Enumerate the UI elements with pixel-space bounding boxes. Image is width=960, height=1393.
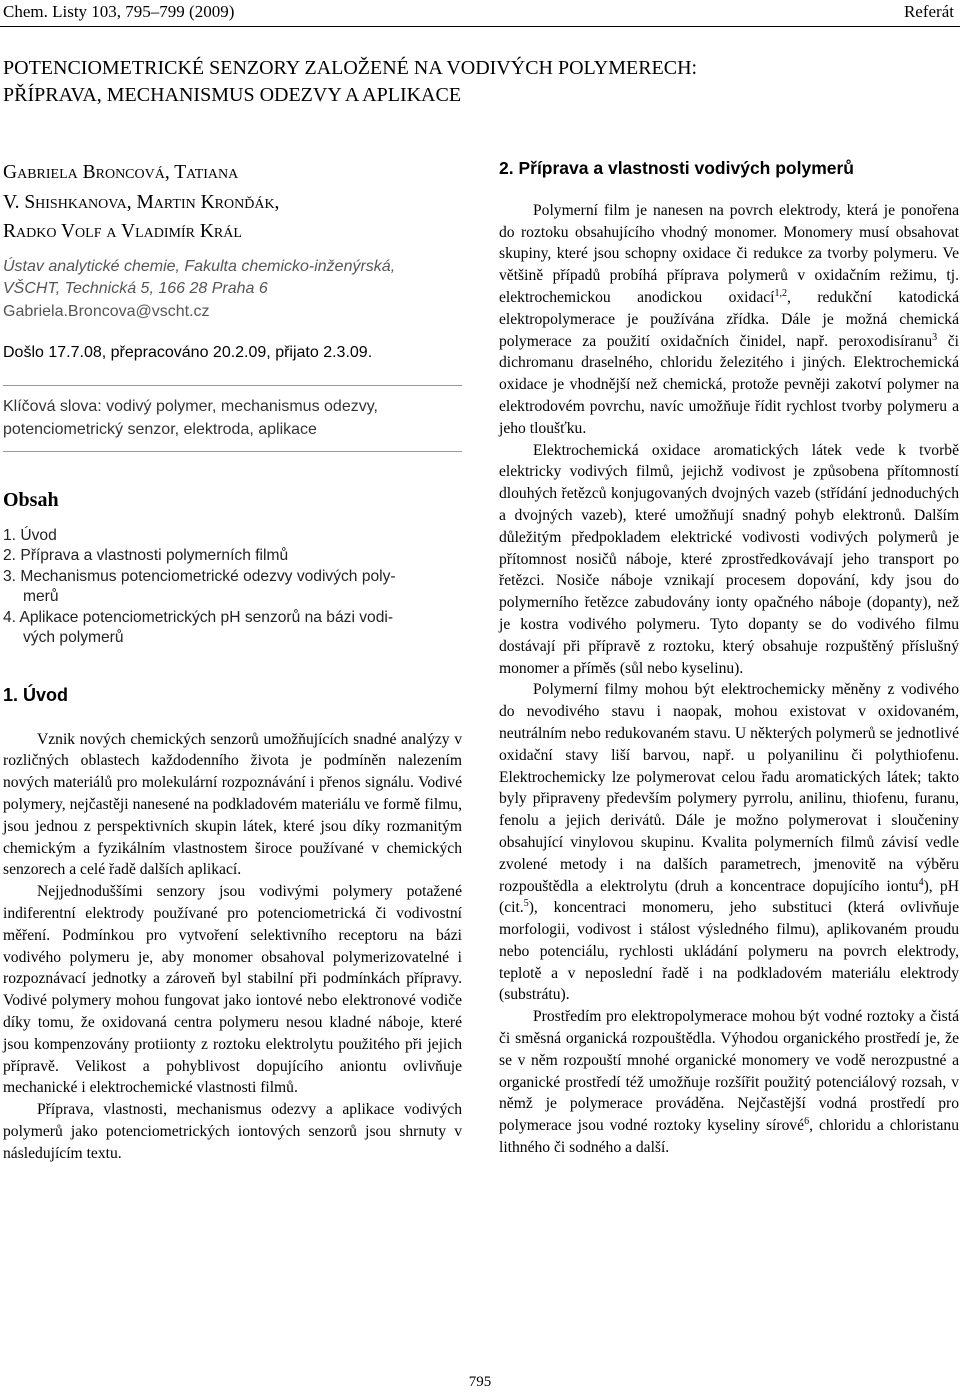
affiliation xyxy=(3,256,462,324)
toc-item: 1. Úvod xyxy=(3,526,57,544)
citation-superscript: 5 xyxy=(523,898,529,910)
toc-item: 4. Aplikace potenciometrických pH senzorů na bázi vodi- xyxy=(3,608,394,626)
paragraph-text: , chloridu a chloristanu lithného či sodného a další. xyxy=(499,1117,959,1157)
running-header xyxy=(3,0,954,26)
keywords-line-1: Klíčová slova: vodivý polymer, mechanismus odezvy, xyxy=(3,398,378,415)
paragraph-text: Polymerní film je nanesen na povrch elektrody, která je ponořena do roztoku obsahujícího vhodný monomer. Monomery musí obsahovat skupiny, které jsou schopny oxidace či redukce za tvorby polymeru. Ve většině případů probíhá příprava polymerů v oxidačním režimu, tj. elektrochemickou anodickou oxidací xyxy=(499,201,959,306)
authors-line-3: Radko Volf a Vladimír Král xyxy=(3,221,242,242)
section-2-paragraph: Elektrochemická oxidace aromatických látek vede k tvorbě elektricky vodivých filmů, jejichž vodivost je způsobena přítomností dlouhých řetězců konjugovaných dvojných vazeb (střídání jednoduchých a dvojných vazeb), které umožňují snadný pohyb elektronů. Dalším důležitým předpokladem elektrické vodivosti vodivých polymerů je přítomnost nosičů náboje, které zprostředkovávají jeho transport po řetězci. Nosiče náboje vznikají procesem dopování, kdy jsou do polymerního řetězce zabudovány ionty opačného náboje (dopanty), než je kostra vodivého polymeru. Tyto dopanty se do vodivého filmu dostávají při přípravě z roztoku, který obsahuje rozpuštěný příslušný monomer a příměs (sůl nebo kyselinu). xyxy=(499,441,959,677)
toc-item: 2. Příprava a vlastnosti polymerních filmů xyxy=(3,547,289,565)
toc-item-continuation: vých polymerů xyxy=(23,629,124,647)
citation-superscript: 1,2 xyxy=(774,287,787,299)
paragraph-text: či dichromanu draselného, chloridu železitého i jiných. Elektrochemická oxidace je vhodnější než chemická, protože pevněji zakotví polymer na elektrodovém povrchu, navíc umožňuje řídit rychlost tvorby polymeru a jeho tloušťku. xyxy=(499,332,959,437)
article-type: Referát xyxy=(903,2,954,21)
section-2-heading: 2. Příprava a vlastnosti vodivých polymerů xyxy=(499,158,854,178)
citation-superscript: 6 xyxy=(804,1116,810,1128)
paragraph-text: ), pH (cit. xyxy=(499,877,959,917)
paragraph-text: ), koncentraci monomeru, jeho substituci (která ovlivňuje morfologii, vodivost i stálost výsledného filmu), aplikovaném proudu nebo potenciálu, rychlosti ukládání polymeru na povrch elektrody, teplotě a v neposlední řadě i na podkladovém materiálu elektrody (substrátu). xyxy=(499,899,959,1004)
paragraph-text: Prostředím pro elektropolymerace mohou být vodné roztoky a čistá či směsná organická rozpouštědla. Výhodou organického prostředí je, že se v něm rozpouští mnohé organické monomery ve vodě nerozpustné a organické prostředí též umožňuje rozšířit použitý potenciálový rozsah, v němž je polymerace prováděna. Nejčastější vodná prostředí pro polymerace jsou vodné roztoky kyseliny sírové xyxy=(499,1008,959,1135)
affiliation-line-2: VŠCHT, Technická 5, 166 28 Praha 6 xyxy=(3,280,268,297)
article-title xyxy=(3,55,950,109)
paragraph-text: , redukční katodická elektropolymerace je používána zřídka. Dále je možná chemická polymerace za použití oxidačních činidel, např. peroxodisíranu xyxy=(499,288,959,350)
submission-dates: Došlo 17.7.08, přepracováno 20.2.09, přijato 2.3.09. xyxy=(3,344,373,361)
section-1-paragraph: Vznik nových chemických senzorů umožňujících snadné analýzy v rozličných oblastech každodenního života je podmíněn nalezením nových materiálů pro molekulární rozpoznávání i přenos signálu. Vodivé polymery, nejčastěji nanesené na podkladovém materiálu ve formě filmu, jsou jednou z perspektivních skupin látek, které jsou díky rozmanitým chemickým a fyzikálním vlastnostem široce používané v chemických senzorech a celé řadě dalších aplikací. xyxy=(3,730,462,879)
contents-heading: Obsah xyxy=(3,489,59,511)
header-rule xyxy=(0,26,960,27)
authors-line-1: Gabriela Broncová, Tatiana xyxy=(3,162,239,183)
table-of-contents xyxy=(3,526,462,649)
left-column xyxy=(3,158,462,1165)
author-list xyxy=(3,158,462,247)
keywords-bottom-rule xyxy=(3,451,462,452)
keywords xyxy=(3,396,462,441)
author-email: Gabriela.Broncova@vscht.cz xyxy=(3,302,210,320)
citation-superscript: 4 xyxy=(918,876,924,888)
section-1-paragraph: Nejjednoduššími senzory jsou vodivými polymery potažené indiferentní elektrody používané pro potenciometrická či vodivostní měření. Podmínkou pro vytvoření selektivního receptoru na bázi vodivého polymeru je, aby monomer obsahoval polymerizovatelné i rozpoznávací jednotky a zároveň byl stabilní při podmínkách přípravy. Vodivé polymery mohou fungovat jako iontové nebo elektronové vodiče díky tomu, že oxidovaná centra polymeru nesou kladné náboje, které jsou kompenzovány protiionty z roztoku elektrolytu použitého při jejich přípravě. Velikost a pohyblivost dopujícího aniontu ovlivňuje mechanické i elektrochemické vlastnosti filmů. xyxy=(3,883,462,1097)
authors-line-2: V. Shishkanova, Martin Kronďák, xyxy=(3,191,280,213)
affiliation-line-1: Ústav analytické chemie, Fakulta chemicko-inženýrská, xyxy=(3,257,396,275)
citation-superscript: 3 xyxy=(932,331,938,343)
toc-item-continuation: merů xyxy=(23,588,59,606)
journal-citation: Chem. Listy 103, 795–799 (2009) xyxy=(3,2,235,21)
title-line-1: POTENCIOMETRICKÉ SENZORY ZALOŽENÉ NA VODIVÝCH POLYMERECH: xyxy=(3,57,698,79)
title-line-2: PŘÍPRAVA, MECHANISMUS ODEZVY A APLIKACE xyxy=(3,84,462,106)
section-1-heading: 1. Úvod xyxy=(3,684,69,705)
section-2-paragraph xyxy=(499,200,959,440)
page-number: 795 xyxy=(468,1374,492,1390)
toc-item: 3. Mechanismus potenciometrické odezvy vodivých poly- xyxy=(3,567,396,585)
right-column xyxy=(499,158,959,1159)
section-2-paragraph xyxy=(499,1006,959,1159)
paragraph-text: Polymerní filmy mohou být elektrochemicky měněny z vodivého do nevodivého stavu i naopak, mohou existovat v oxidovaném, neutrálním nebo redukovaném stavu. U některých polymerů se jednotlivé oxidační stavy liší barvou, např. u polyanilinu či polythiofenu. Elektrochemicky lze polymerovat celou řadu aromatických látek; takto byly připraveny především polymery pyrrolu, anilinu, thiofenu, furanu, fenolu a jejich derivátů. Dále je možno polymerovat i sloučeniny obsahující vinylovou skupinu. Kvalita polymerních filmů závisí vedle zvolené metody i na dalších parametrech, jmenovitě na výběru rozpouštědla a elektrolytu (druh a koncentrace dopujícího iontu xyxy=(499,681,959,895)
section-2-paragraph xyxy=(499,679,959,1006)
keywords-line-2: potenciometrický senzor, elektroda, aplikace xyxy=(3,420,317,438)
section-1-paragraph: Příprava, vlastnosti, mechanismus odezvy a aplikace vodivých polymerů jako potenciometrických iontových senzorů jsou shrnuty v následujícím textu. xyxy=(3,1101,462,1162)
keywords-top-rule xyxy=(3,385,462,386)
